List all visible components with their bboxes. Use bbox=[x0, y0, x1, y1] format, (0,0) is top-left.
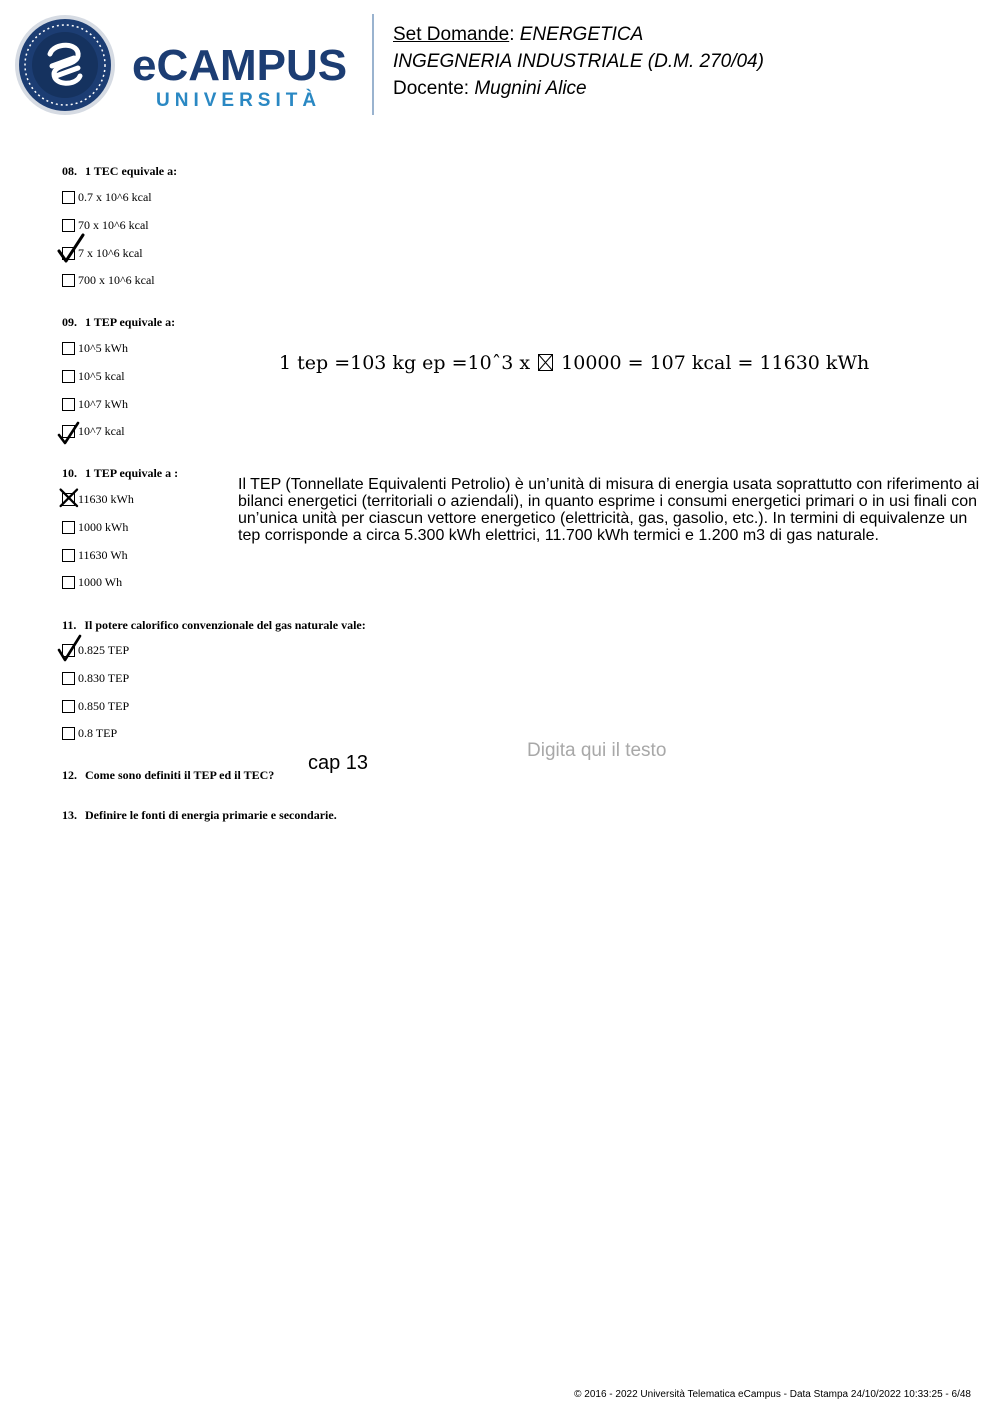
set-title: Set Domande: ENERGETICA bbox=[393, 24, 644, 45]
question-11-option[interactable]: 0.830 TEP bbox=[62, 671, 129, 686]
question-08-option[interactable]: 700 x 10^6 kcal bbox=[62, 273, 155, 288]
checkbox[interactable] bbox=[62, 398, 75, 411]
checkmark-icon bbox=[56, 636, 86, 666]
teacher-line: Docente: Mugnini Alice bbox=[393, 78, 587, 99]
question-11-title: 11. Il potere calorifico convenzionale del gas naturale vale: bbox=[62, 618, 366, 632]
set-label: Set Domande bbox=[393, 24, 510, 45]
question-09-option[interactable]: 10^7 kWh bbox=[62, 397, 128, 412]
checkbox[interactable] bbox=[62, 727, 75, 740]
question-11-option[interactable]: 0.8 TEP bbox=[62, 726, 117, 741]
checkbox[interactable] bbox=[62, 370, 75, 383]
question-09-option[interactable]: 10^5 kWh bbox=[62, 341, 128, 356]
checkbox[interactable] bbox=[62, 191, 75, 204]
question-08-option[interactable]: 7 x 10^6 kcal bbox=[62, 246, 143, 261]
tep-formula: 1 tep =103 kg ep =10ˆ3 x 10000 = 107 kcal = 11630 kWh bbox=[279, 352, 870, 374]
teacher-name: Mugnini Alice bbox=[474, 78, 587, 99]
tep-explanation: Il TEP (Tonnellate Equivalenti Petrolio) è un’unità di misura di energia usata soprattutto con riferimento ai bilanci energetici (territoriali o aziendali), in quanto esprime i consumi energetici primari o in usi finali con un’unica unità per ciascun vettore energetico (elettricità, gas, gasolio, etc.). In termini di equivalenze un tep corrisponde a circa 5.300 kWh elettrici, 11.700 kWh termici e 1.200 m3 di gas naturale. bbox=[238, 476, 980, 544]
text-placeholder[interactable]: Digita qui il testo bbox=[527, 740, 667, 761]
cap-note: cap 13 bbox=[308, 752, 369, 774]
checkbox[interactable] bbox=[62, 576, 75, 589]
question-08-title: 08. 1 TEC equivale a: bbox=[62, 164, 178, 178]
checkbox[interactable] bbox=[62, 672, 75, 685]
question-11-option[interactable]: 0.850 TEP bbox=[62, 699, 129, 714]
checkbox[interactable] bbox=[62, 342, 75, 355]
ecampus-logo bbox=[14, 14, 359, 118]
cross-mark-icon bbox=[58, 487, 84, 513]
question-09-option[interactable]: 10^5 kcal bbox=[62, 369, 125, 384]
question-08-option[interactable]: 0.7 x 10^6 kcal bbox=[62, 190, 152, 205]
question-11-option[interactable]: 0.825 TEP bbox=[62, 643, 129, 658]
header-divider bbox=[372, 14, 374, 115]
checkbox[interactable] bbox=[62, 219, 75, 232]
question-10-option[interactable]: 1000 Wh bbox=[62, 575, 122, 590]
page-footer: © 2016 - 2022 Università Telematica eCampus - Data Stampa 24/10/2022 10:33:25 - 6/48 bbox=[574, 1389, 971, 1400]
checkbox[interactable] bbox=[62, 274, 75, 287]
question-10-option[interactable]: 11630 Wh bbox=[62, 548, 128, 563]
question-10-option[interactable]: 11630 kWh bbox=[62, 492, 134, 507]
brand-main: eCAMPUS bbox=[132, 41, 348, 90]
checkbox[interactable] bbox=[62, 549, 75, 562]
question-10-title: 10. 1 TEP equivale a : bbox=[62, 466, 179, 480]
missing-glyph-icon bbox=[538, 354, 553, 371]
question-10-option[interactable]: 1000 kWh bbox=[62, 520, 128, 535]
program-name: INGEGNERIA INDUSTRIALE (D.M. 270/04) bbox=[393, 51, 764, 72]
question-09-title: 09. 1 TEP equivale a: bbox=[62, 315, 176, 329]
question-12-title: 12. Come sono definiti il TEP ed il TEC? bbox=[62, 768, 275, 782]
checkbox[interactable] bbox=[62, 521, 75, 534]
checkmark-icon bbox=[56, 235, 86, 265]
checkmark-icon bbox=[56, 419, 86, 449]
ecampus-seal-icon bbox=[15, 15, 115, 115]
question-08-option[interactable]: 70 x 10^6 kcal bbox=[62, 218, 149, 233]
course-name: ENERGETICA bbox=[519, 24, 644, 45]
question-13-title: 13. Definire le fonti di energia primarie e secondarie. bbox=[62, 808, 337, 822]
question-09-option[interactable]: 10^7 kcal bbox=[62, 424, 125, 439]
checkbox[interactable] bbox=[62, 700, 75, 713]
brand-sub: UNIVERSITÀ bbox=[156, 90, 322, 111]
